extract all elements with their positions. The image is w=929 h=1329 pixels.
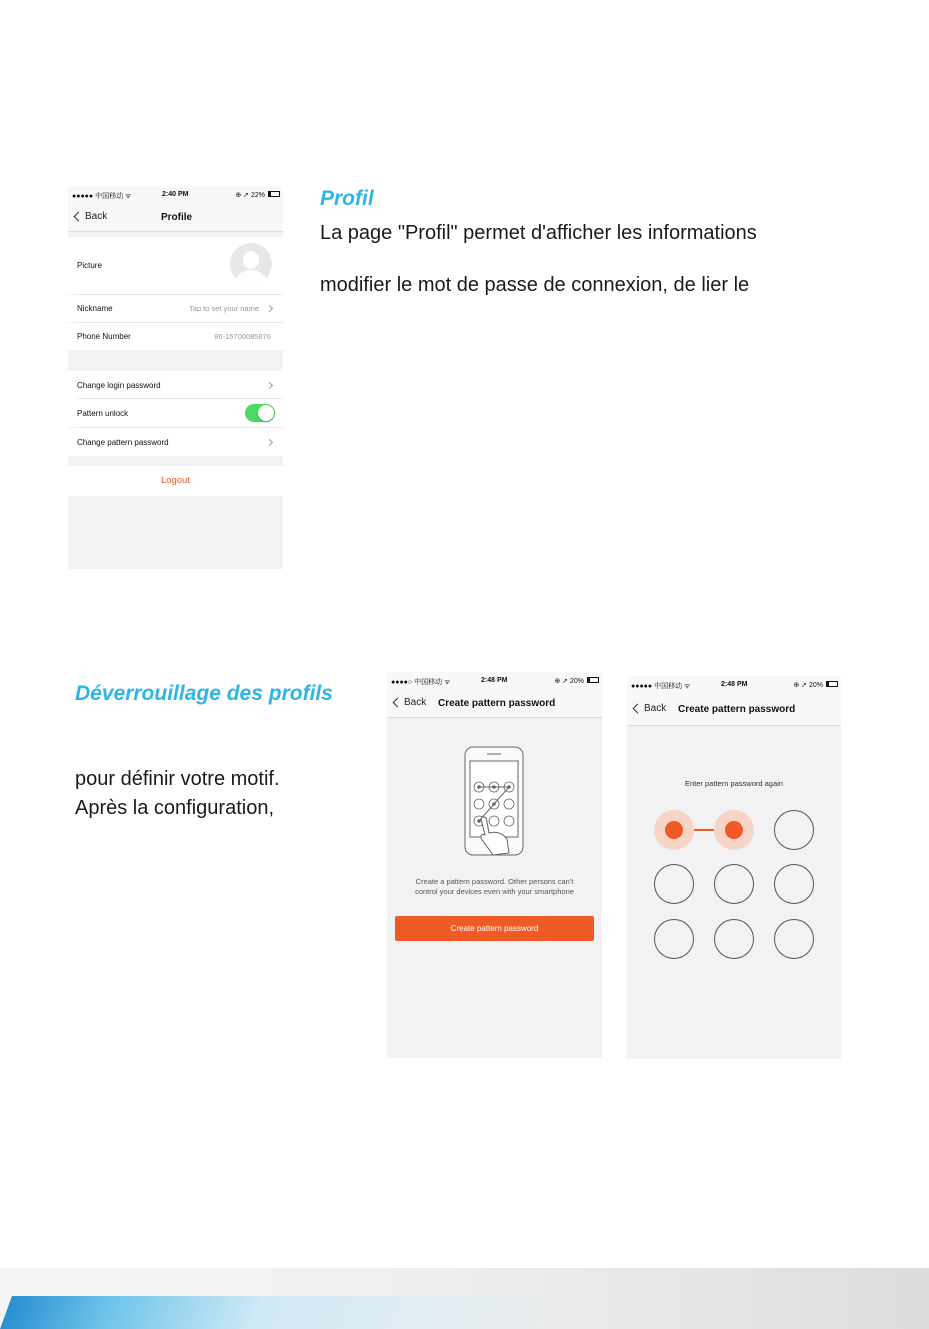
change-login-password-row[interactable] (68, 371, 283, 399)
page-title: Create pattern password (438, 698, 556, 709)
back-label: Back (85, 211, 108, 222)
carrier-label: ●●●●● 中国移动 ᯤ (631, 683, 691, 690)
nav-bar (627, 694, 841, 726)
pattern-unlock-toggle[interactable] (245, 404, 275, 422)
phone-number-value: 86-15700085876 (214, 332, 271, 341)
nickname-label: Nickname (77, 304, 113, 313)
pattern-dot[interactable] (714, 919, 754, 959)
pattern-dot-active[interactable] (654, 810, 694, 850)
nickname-value: Tap to set your name (188, 304, 259, 313)
chevron-left-icon (74, 212, 84, 222)
carrier-label: ●●●●● 中国移动 ᯤ (72, 193, 132, 200)
pattern-unlock-label: Pattern unlock (77, 409, 129, 418)
chevron-right-icon (266, 305, 273, 312)
confirm-pattern-screenshot (627, 676, 841, 1059)
status-bar (387, 672, 602, 690)
nickname-row[interactable] (68, 295, 283, 322)
logout-label: Logout (160, 475, 191, 486)
avatar-head-icon (243, 251, 259, 269)
phone-number-row (68, 323, 283, 350)
nav-bar (68, 204, 283, 232)
phone-pattern-illustration-icon (463, 745, 529, 861)
back-label: Back (404, 697, 427, 708)
status-bar (627, 676, 841, 694)
battery-label: ⊕ ➚ 20% (793, 682, 823, 689)
back-button[interactable] (631, 703, 666, 714)
status-bar (68, 186, 283, 204)
logout-button[interactable] (68, 466, 283, 496)
change-pattern-password-label: Change pattern password (77, 438, 169, 447)
pattern-unlock-row (68, 399, 283, 427)
pattern-dot[interactable] (774, 919, 814, 959)
status-time: 2:40 PM (162, 191, 189, 198)
battery-icon (826, 681, 838, 687)
pattern-hint-line-1: Create a pattern password. Other persons can't (415, 877, 574, 886)
pattern-dot[interactable] (774, 810, 814, 850)
battery-icon (268, 191, 280, 197)
unlock-heading: Déverrouillage des profils (75, 682, 333, 705)
create-pattern-screenshot (387, 672, 602, 1058)
pattern-dot[interactable] (714, 864, 754, 904)
page-title: Create pattern password (678, 704, 796, 715)
unlock-paragraph-line-1: pour définir votre motif. (75, 768, 280, 790)
status-time: 2:48 PM (481, 677, 508, 684)
battery-icon (587, 677, 599, 683)
footer-wave (0, 1296, 572, 1329)
chevron-left-icon (633, 704, 643, 714)
avatar[interactable] (230, 243, 272, 285)
profile-screenshot (68, 186, 283, 569)
profile-paragraph-line-1: La page "Profil" permet d'afficher les informations (320, 222, 757, 244)
battery-label: ⊕ ➚ 20% (554, 678, 584, 685)
picture-row[interactable] (68, 237, 283, 294)
pattern-prompt: Enter pattern password again (685, 779, 783, 788)
back-button[interactable] (72, 211, 107, 222)
pattern-hint-line-2: control your devices even with your smartphone (415, 887, 574, 896)
create-pattern-button[interactable]: Create pattern password (395, 916, 594, 941)
chevron-right-icon (266, 382, 273, 389)
chevron-right-icon (266, 439, 273, 446)
battery-label: ⊕ ➚ 22% (235, 192, 265, 199)
picture-label: Picture (77, 261, 102, 270)
chevron-left-icon (393, 698, 403, 708)
profile-heading: Profil (320, 187, 374, 210)
profile-paragraph-line-2: modifier le mot de passe de connexion, de lier le (320, 274, 750, 296)
back-label: Back (644, 703, 667, 714)
pattern-connector (694, 829, 714, 831)
back-button[interactable] (391, 697, 426, 708)
pattern-hint (387, 877, 602, 897)
unlock-paragraph-line-2: Après la configuration, (75, 797, 275, 819)
page-title: Profile (161, 212, 193, 223)
nav-bar (387, 690, 602, 718)
pattern-dot[interactable] (774, 864, 814, 904)
avatar-body-icon (236, 270, 266, 285)
carrier-label: ●●●●○ 中国移动 ᯤ (391, 679, 451, 686)
status-time: 2:48 PM (721, 681, 748, 688)
phone-number-label: Phone Number (77, 332, 131, 341)
change-login-password-label: Change login password (77, 381, 161, 390)
pattern-dot[interactable] (654, 919, 694, 959)
pattern-dot[interactable] (654, 864, 694, 904)
change-pattern-password-row[interactable] (68, 428, 283, 456)
pattern-dot-active[interactable] (714, 810, 754, 850)
